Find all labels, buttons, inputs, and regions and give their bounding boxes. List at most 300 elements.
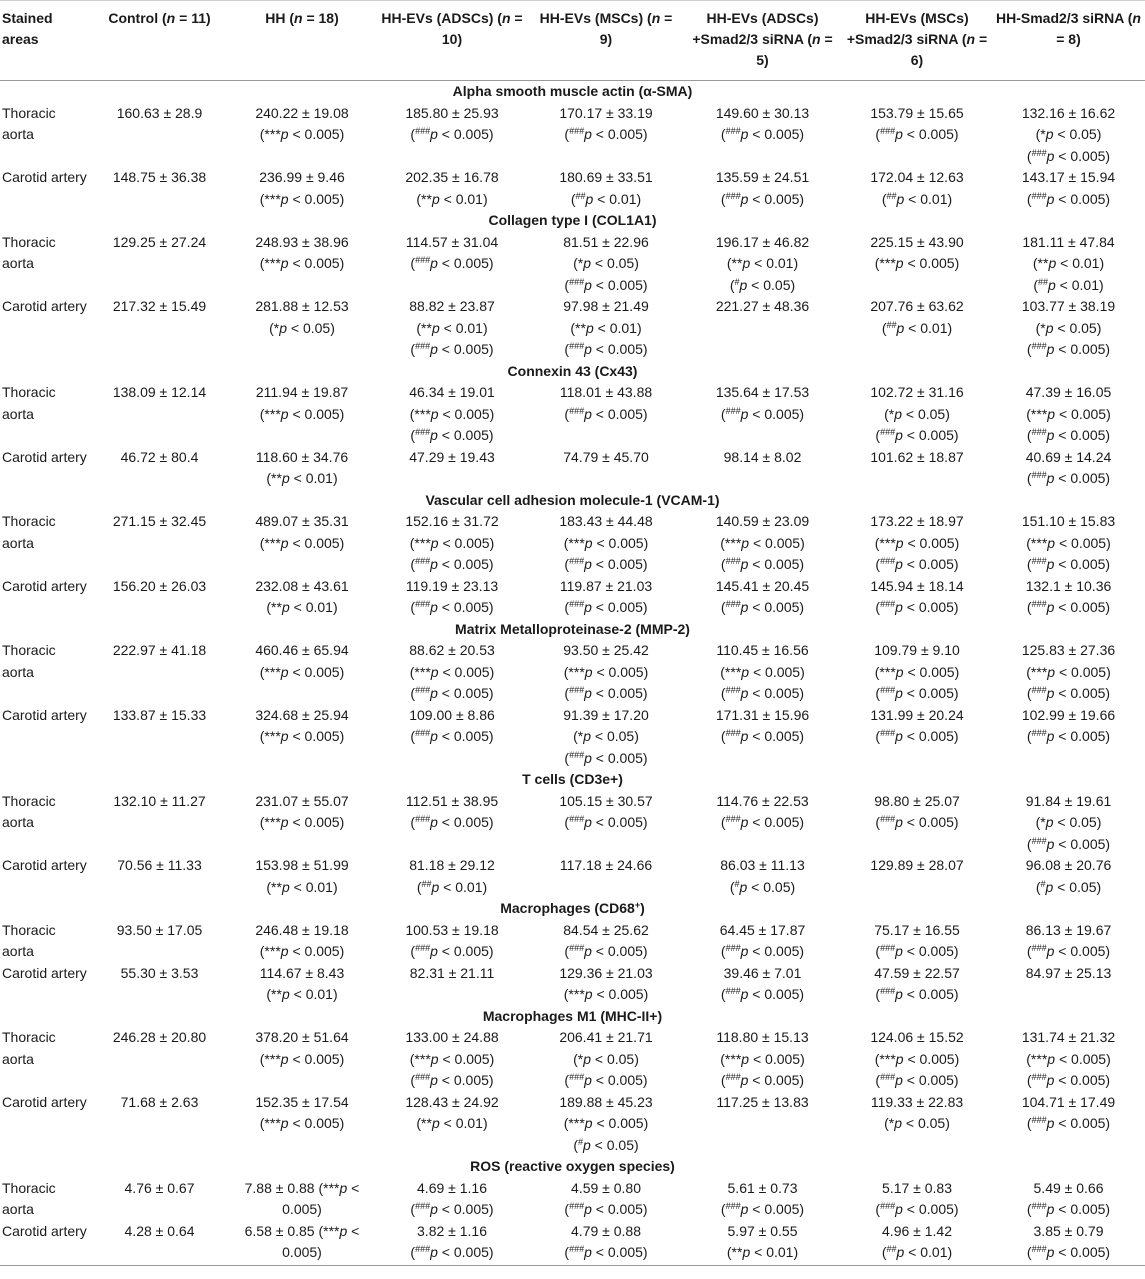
- mean-sd-value: 6.58 ± 0.85 (***p < 0.005): [244, 1222, 360, 1260]
- table-row: [0, 447, 1145, 490]
- mean-sd-value: 236.99 ± 9.46: [259, 169, 345, 185]
- stained-area-cell: Thoracic aorta: [2, 233, 56, 271]
- p-value-note: (#p < 0.05): [729, 878, 796, 895]
- p-value-note: (###p < 0.005): [720, 943, 805, 959]
- section-header-row: [0, 619, 1145, 641]
- value-cell: [90, 791, 229, 856]
- p-value-note: (***p < 0.005): [874, 255, 960, 271]
- value-cell: [842, 705, 992, 770]
- value-cell: [90, 232, 229, 297]
- value-cell: [683, 447, 842, 490]
- value-cell: [229, 640, 375, 705]
- value-cell: [842, 103, 992, 168]
- mean-sd-value: 55.30 ± 3.53: [120, 964, 199, 981]
- mean-sd-value: 4.28 ± 0.64: [124, 1222, 195, 1239]
- p-value-note: (###p < 0.005): [410, 1072, 494, 1088]
- value-cell: [842, 511, 992, 576]
- value-cell: [992, 640, 1145, 705]
- mean-sd-value: 183.43 ± 44.48: [559, 513, 653, 529]
- section-header-row: [0, 490, 1145, 512]
- value-cell: [229, 576, 375, 619]
- value-cell: [842, 382, 992, 447]
- p-value-note: (###p < 0.005): [564, 1201, 648, 1217]
- mean-sd-value: 221.27 ± 48.36: [715, 298, 810, 314]
- p-value-note: (##p < 0.01): [881, 1244, 953, 1260]
- p-value-note: (###p < 0.005): [1026, 1244, 1111, 1260]
- mean-sd-value: 3.85 ± 0.79: [1033, 1222, 1104, 1239]
- mean-sd-value: 46.34 ± 19.01: [409, 384, 495, 400]
- section-header-row: [0, 769, 1145, 791]
- mean-sd-value: 70.56 ± 11.33: [117, 857, 202, 873]
- mean-sd-value: 138.09 ± 12.14: [112, 384, 207, 400]
- table-row: [0, 103, 1145, 168]
- p-value-note: (###p < 0.005): [875, 685, 959, 701]
- mean-sd-value: 5.17 ± 0.83: [882, 1179, 952, 1196]
- p-value-note: (***p < 0.005): [874, 534, 960, 551]
- mean-sd-value: 118.60 ± 34.76: [255, 448, 349, 465]
- stained-area-cell: Thoracic aorta: [2, 1029, 56, 1067]
- value-cell: [375, 576, 529, 619]
- value-cell: [842, 791, 992, 856]
- p-value-note: (###p < 0.005): [720, 685, 805, 701]
- header-label: HH-EVs (ADSCs) (n = 10): [381, 10, 523, 47]
- value-cell: [683, 920, 842, 963]
- value-cell: [90, 382, 229, 447]
- p-value-note: (###p < 0.005): [1026, 556, 1111, 572]
- mean-sd-value: 129.25 ± 27.24: [112, 233, 207, 250]
- p-value-note: (###p < 0.005): [410, 556, 494, 572]
- value-cell: [90, 920, 229, 963]
- section-title: T cells (CD3e+): [522, 771, 623, 787]
- mean-sd-value: 3.82 ± 1.16: [417, 1222, 487, 1239]
- p-value-note: (###p < 0.005): [720, 405, 805, 422]
- header-label: Control (n = 11): [108, 10, 211, 26]
- table-row: [0, 1221, 1145, 1266]
- header-label: HH-EVs (MSCs) (n = 9): [539, 10, 673, 47]
- table-row: [0, 705, 1145, 770]
- p-value-note: (###p < 0.005): [720, 814, 805, 830]
- p-value-note: (***p < 0.005): [409, 1050, 495, 1067]
- mean-sd-value: 82.31 ± 21.11: [409, 964, 495, 981]
- value-cell: [90, 1092, 229, 1157]
- value-cell: [683, 382, 842, 447]
- value-cell: [683, 167, 842, 210]
- mean-sd-value: 39.46 ± 7.01: [723, 964, 802, 981]
- value-cell: [992, 855, 1145, 898]
- value-cell: [229, 167, 375, 210]
- value-cell: [683, 705, 842, 770]
- p-value-note: (*p < 0.05): [573, 255, 639, 271]
- mean-sd-value: 4.96 ± 1.42: [882, 1222, 952, 1239]
- p-value-note: (###p < 0.005): [1026, 427, 1111, 443]
- value-cell: [375, 1178, 529, 1221]
- value-cell: [992, 1178, 1145, 1221]
- p-value-note: (###p < 0.005): [564, 126, 648, 142]
- p-value-note: (##p < 0.01): [570, 190, 642, 207]
- p-value-note: (###p < 0.005): [720, 556, 805, 572]
- value-cell: [992, 511, 1145, 576]
- mean-sd-value: 132.16 ± 16.62: [1021, 104, 1116, 121]
- p-value-note: (###p < 0.005): [875, 427, 959, 443]
- value-cell: [229, 511, 375, 576]
- mean-sd-value: 129.89 ± 28.07: [870, 857, 964, 873]
- value-cell: [90, 511, 229, 576]
- mean-sd-value: 153.79 ± 15.65: [870, 104, 964, 121]
- value-cell: [842, 1027, 992, 1092]
- mean-sd-value: 172.04 ± 12.63: [870, 169, 964, 185]
- value-cell: [992, 576, 1145, 619]
- mean-sd-value: 102.72 ± 31.16: [870, 384, 964, 400]
- p-value-note: (###p < 0.005): [1026, 1201, 1111, 1217]
- stained-area-cell: Carotid artery: [2, 1093, 87, 1110]
- value-cell: [842, 640, 992, 705]
- mean-sd-value: 378.20 ± 51.64: [255, 1029, 349, 1045]
- value-cell: [529, 1221, 683, 1266]
- p-value-note: (***p < 0.005): [563, 986, 649, 1002]
- p-value-note: (###p < 0.005): [720, 599, 805, 615]
- value-cell: [375, 447, 529, 490]
- stained-area-cell: Thoracic aorta: [2, 513, 56, 551]
- value-cell: [229, 382, 375, 447]
- mean-sd-value: 110.45 ± 16.56: [716, 642, 809, 658]
- value-cell: [992, 1027, 1145, 1092]
- value-cell: [90, 640, 229, 705]
- value-cell: [375, 920, 529, 963]
- value-cell: [229, 1178, 375, 1221]
- value-cell: [529, 640, 683, 705]
- p-value-note: (#p < 0.05): [729, 276, 796, 293]
- mean-sd-value: 47.29 ± 19.43: [409, 448, 495, 465]
- mean-sd-value: 40.69 ± 14.24: [1025, 448, 1112, 465]
- stained-area-cell: Thoracic aorta: [2, 384, 56, 422]
- value-cell: [992, 705, 1145, 770]
- p-value-note: (*p < 0.05): [884, 1115, 950, 1131]
- p-value-note: (***p < 0.005): [720, 1050, 805, 1067]
- p-value-note: (###p < 0.005): [1026, 147, 1111, 164]
- p-value-note: (###p < 0.005): [1026, 341, 1111, 357]
- value-cell: [842, 167, 992, 210]
- mean-sd-value: 117.25 ± 13.83: [716, 1093, 809, 1110]
- stained-area-cell: Carotid artery: [2, 298, 87, 314]
- table-row: [0, 167, 1145, 210]
- value-cell: [90, 963, 229, 1006]
- mean-sd-value: 7.88 ± 0.88 (***p < 0.005): [244, 1179, 360, 1217]
- mean-sd-value: 222.97 ± 41.18: [112, 642, 207, 658]
- value-cell: [842, 1178, 992, 1221]
- value-cell: [90, 167, 229, 210]
- value-cell: [529, 855, 683, 898]
- table-row: [0, 382, 1145, 447]
- mean-sd-value: 248.93 ± 38.96: [255, 233, 349, 250]
- mean-sd-value: 189.88 ± 45.23: [559, 1093, 653, 1110]
- p-value-note: (###p < 0.005): [720, 190, 805, 207]
- value-cell: [375, 1092, 529, 1157]
- p-value-note: (***p < 0.005): [259, 943, 345, 959]
- mean-sd-value: 4.59 ± 0.80: [571, 1179, 641, 1196]
- value-cell: [375, 167, 529, 210]
- table-row: [0, 232, 1145, 297]
- value-cell: [683, 576, 842, 619]
- p-value-note: (###p < 0.005): [875, 556, 959, 572]
- p-value-note: (###p < 0.005): [875, 126, 959, 142]
- header-label: HH-Smad2/3 siRNA (n = 8): [996, 10, 1141, 47]
- header-label: HH (n = 18): [265, 10, 339, 26]
- mean-sd-value: 148.75 ± 36.38: [112, 169, 207, 185]
- value-cell: [992, 920, 1145, 963]
- header-stained-areas: [0, 1, 90, 81]
- mean-sd-value: 232.08 ± 43.61: [255, 577, 349, 594]
- value-cell: [229, 1092, 375, 1157]
- table-row: [0, 296, 1145, 361]
- value-cell: [375, 791, 529, 856]
- value-cell: [529, 103, 683, 168]
- p-value-note: (###p < 0.005): [564, 1072, 648, 1088]
- value-cell: [229, 855, 375, 898]
- p-value-note: (***p < 0.005): [874, 663, 960, 680]
- p-value-note: (###p < 0.005): [875, 1201, 959, 1217]
- header-hh-evs-adscs: [375, 1, 529, 81]
- p-value-note: (*p < 0.05): [269, 319, 335, 336]
- stained-area-cell: Carotid artery: [2, 169, 87, 185]
- p-value-note: (***p < 0.005): [409, 534, 495, 551]
- value-cell: [842, 855, 992, 898]
- mean-sd-value: 160.63 ± 28.9: [116, 104, 203, 121]
- p-value-note: (###p < 0.005): [1026, 728, 1111, 744]
- mean-sd-value: 118.80 ± 15.13: [716, 1029, 809, 1045]
- value-cell: [842, 963, 992, 1006]
- mean-sd-value: 133.00 ± 24.88: [405, 1029, 499, 1045]
- p-value-note: (*p < 0.05): [573, 1050, 639, 1067]
- p-value-note: (***p < 0.005): [259, 255, 345, 271]
- p-value-note: (***p < 0.005): [409, 405, 495, 422]
- p-value-note: (**p < 0.01): [266, 599, 338, 615]
- mean-sd-value: 173.22 ± 18.97: [870, 513, 964, 529]
- header-hh-evs-mscs-sirna: [842, 1, 992, 81]
- p-value-note: (###p < 0.005): [410, 685, 494, 701]
- p-value-note: (***p < 0.005): [259, 534, 345, 551]
- value-cell: [529, 705, 683, 770]
- mean-sd-value: 181.11 ± 47.84: [1022, 233, 1115, 250]
- value-cell: [992, 103, 1145, 168]
- stained-area-cell: Carotid artery: [2, 448, 87, 465]
- mean-sd-value: 64.45 ± 17.87: [719, 921, 806, 938]
- p-value-note: (***p < 0.005): [259, 728, 345, 744]
- value-cell: [529, 167, 683, 210]
- p-value-note: (###p < 0.005): [875, 728, 959, 744]
- mean-sd-value: 100.53 ± 19.18: [405, 921, 499, 938]
- p-value-note: (**p < 0.01): [416, 319, 488, 336]
- value-cell: [229, 103, 375, 168]
- mean-sd-value: 135.59 ± 24.51: [715, 169, 810, 185]
- value-cell: [992, 447, 1145, 490]
- p-value-note: (###p < 0.005): [564, 814, 648, 830]
- p-value-note: (###p < 0.005): [410, 126, 494, 142]
- value-cell: [529, 963, 683, 1006]
- p-value-note: (*p < 0.05): [884, 405, 950, 422]
- mean-sd-value: 128.43 ± 24.92: [405, 1093, 499, 1110]
- p-value-note: (***p < 0.005): [259, 126, 345, 142]
- mean-sd-value: 131.74 ± 21.32: [1021, 1029, 1116, 1045]
- mean-sd-value: 240.22 ± 19.08: [255, 104, 349, 121]
- mean-sd-value: 151.10 ± 15.83: [1021, 513, 1116, 529]
- p-value-note: (###p < 0.005): [564, 599, 648, 615]
- value-cell: [529, 296, 683, 361]
- value-cell: [375, 1221, 529, 1266]
- value-cell: [683, 1092, 842, 1157]
- p-value-note: (***p < 0.005): [1026, 405, 1111, 422]
- stained-area-cell: Carotid artery: [2, 964, 87, 981]
- mean-sd-value: 131.99 ± 20.24: [870, 706, 964, 723]
- mean-sd-value: 185.80 ± 25.93: [405, 104, 499, 121]
- p-value-note: (**p < 0.01): [726, 1244, 799, 1260]
- p-value-note: (###p < 0.005): [1026, 685, 1111, 701]
- p-value-note: (###p < 0.005): [720, 728, 805, 744]
- mean-sd-value: 129.36 ± 21.03: [559, 964, 653, 981]
- mean-sd-value: 86.13 ± 19.67: [1025, 921, 1112, 938]
- mean-sd-value: 125.83 ± 27.36: [1021, 642, 1116, 658]
- p-value-note: (###p < 0.005): [875, 986, 959, 1002]
- value-cell: [529, 447, 683, 490]
- mean-sd-value: 5.97 ± 0.55: [727, 1222, 798, 1239]
- value-cell: [842, 296, 992, 361]
- mean-sd-value: 74.79 ± 45.70: [563, 448, 649, 465]
- mean-sd-value: 81.18 ± 29.12: [409, 857, 495, 873]
- p-value-note: (***p < 0.005): [259, 190, 345, 207]
- p-value-note: (###p < 0.005): [1026, 1072, 1111, 1088]
- section-title: Matrix Metalloproteinase-2 (MMP-2): [455, 620, 690, 637]
- value-cell: [683, 103, 842, 168]
- section-title: Collagen type I (COL1A1): [488, 212, 657, 228]
- p-value-note: (***p < 0.005): [874, 1050, 960, 1067]
- p-value-note: (*p < 0.05): [1035, 319, 1102, 336]
- p-value-note: (###p < 0.005): [1026, 190, 1111, 207]
- mean-sd-value: 324.68 ± 25.94: [255, 706, 349, 723]
- p-value-note: (###p < 0.005): [564, 685, 648, 701]
- stained-area-cell: Carotid artery: [2, 857, 87, 873]
- mean-sd-value: 4.76 ± 0.67: [124, 1179, 195, 1196]
- p-value-note: (***p < 0.005): [259, 814, 345, 830]
- p-value-note: (###p < 0.005): [564, 943, 648, 959]
- value-cell: [992, 1221, 1145, 1266]
- p-value-note: (###p < 0.005): [720, 1072, 805, 1088]
- mean-sd-value: 202.35 ± 16.78: [405, 169, 499, 185]
- p-value-note: (#p < 0.05): [1035, 878, 1102, 895]
- value-cell: [375, 511, 529, 576]
- value-cell: [229, 791, 375, 856]
- mean-sd-value: 153.98 ± 51.99: [255, 857, 349, 873]
- mean-sd-value: 84.54 ± 25.62: [563, 921, 649, 938]
- value-cell: [683, 232, 842, 297]
- value-cell: [683, 791, 842, 856]
- header-label: HH-EVs (MSCs) +Smad2/3 siRNA (n = 6): [846, 10, 988, 68]
- value-cell: [229, 447, 375, 490]
- value-cell: [529, 1092, 683, 1157]
- value-cell: [375, 296, 529, 361]
- value-cell: [683, 296, 842, 361]
- p-value-note: (###p < 0.005): [720, 126, 805, 142]
- mean-sd-value: 170.17 ± 33.19: [559, 104, 653, 121]
- value-cell: [992, 963, 1145, 1006]
- mean-sd-value: 156.20 ± 26.03: [112, 577, 207, 594]
- p-value-note: (**p < 0.01): [266, 878, 338, 895]
- p-value-note: (###p < 0.005): [875, 1072, 959, 1088]
- p-value-note: (###p < 0.005): [564, 749, 648, 766]
- p-value-note: (###p < 0.005): [1026, 835, 1111, 852]
- value-cell: [842, 447, 992, 490]
- p-value-note: (###p < 0.005): [410, 728, 494, 744]
- p-value-note: (###p < 0.005): [564, 276, 648, 293]
- mean-sd-value: 152.16 ± 31.72: [405, 513, 499, 529]
- value-cell: [90, 296, 229, 361]
- value-cell: [229, 296, 375, 361]
- value-cell: [683, 855, 842, 898]
- mean-sd-value: 46.72 ± 80.4: [120, 448, 199, 465]
- mean-sd-value: 271.15 ± 32.45: [112, 513, 207, 529]
- mean-sd-value: 180.69 ± 33.51: [559, 169, 653, 185]
- section-header-row: [0, 1156, 1145, 1178]
- mean-sd-value: 132.10 ± 11.27: [113, 792, 206, 809]
- p-value-note: (*p < 0.05): [1035, 814, 1102, 830]
- value-cell: [683, 640, 842, 705]
- mean-sd-value: 98.80 ± 25.07: [874, 792, 960, 809]
- header-label: Stained areas: [2, 10, 53, 47]
- mean-sd-value: 71.68 ± 2.63: [120, 1093, 199, 1110]
- mean-sd-value: 114.57 ± 31.04: [405, 233, 499, 250]
- mean-sd-value: 5.49 ± 0.66: [1033, 1179, 1104, 1196]
- value-cell: [992, 167, 1145, 210]
- mean-sd-value: 211.94 ± 19.87: [255, 384, 349, 400]
- mean-sd-value: 81.51 ± 22.96: [563, 233, 649, 250]
- mean-sd-value: 217.32 ± 15.49: [112, 298, 207, 314]
- p-value-note: (***p < 0.005): [563, 1115, 649, 1131]
- p-value-note: (###p < 0.005): [1026, 599, 1111, 615]
- value-cell: [90, 1178, 229, 1221]
- value-cell: [375, 640, 529, 705]
- mean-sd-value: 145.41 ± 20.45: [715, 577, 810, 594]
- value-cell: [842, 1092, 992, 1157]
- value-cell: [90, 576, 229, 619]
- value-cell: [529, 1027, 683, 1092]
- mean-sd-value: 460.46 ± 65.94: [255, 642, 349, 658]
- table-row: [0, 576, 1145, 619]
- table-row: [0, 1092, 1145, 1157]
- value-cell: [229, 1221, 375, 1266]
- header-hh-evs-adscs-sirna: [683, 1, 842, 81]
- section-title: ROS (reactive oxygen species): [470, 1158, 675, 1174]
- p-value-note: (###p < 0.005): [720, 986, 805, 1002]
- value-cell: [529, 382, 683, 447]
- p-value-note: (###p < 0.005): [410, 943, 494, 959]
- p-value-note: (**p < 0.01): [1032, 255, 1105, 271]
- value-cell: [842, 1221, 992, 1266]
- section-title: Vascular cell adhesion molecule-1 (VCAM-1): [425, 491, 720, 508]
- mean-sd-value: 246.28 ± 20.80: [112, 1029, 207, 1045]
- value-cell: [842, 920, 992, 963]
- p-value-note: (***p < 0.005): [259, 405, 345, 422]
- mean-sd-value: 4.79 ± 0.88: [571, 1222, 641, 1239]
- value-cell: [229, 705, 375, 770]
- mean-sd-value: 206.41 ± 21.71: [559, 1029, 653, 1045]
- value-cell: [992, 382, 1145, 447]
- p-value-note: (**p < 0.01): [266, 986, 338, 1002]
- table-row: [0, 963, 1145, 1006]
- p-value-note: (***p < 0.005): [563, 663, 649, 680]
- p-value-note: (###p < 0.005): [410, 814, 494, 830]
- value-cell: [90, 705, 229, 770]
- p-value-note: (##p < 0.01): [881, 319, 953, 336]
- mean-sd-value: 91.39 ± 17.20: [563, 706, 649, 723]
- value-cell: [229, 1027, 375, 1092]
